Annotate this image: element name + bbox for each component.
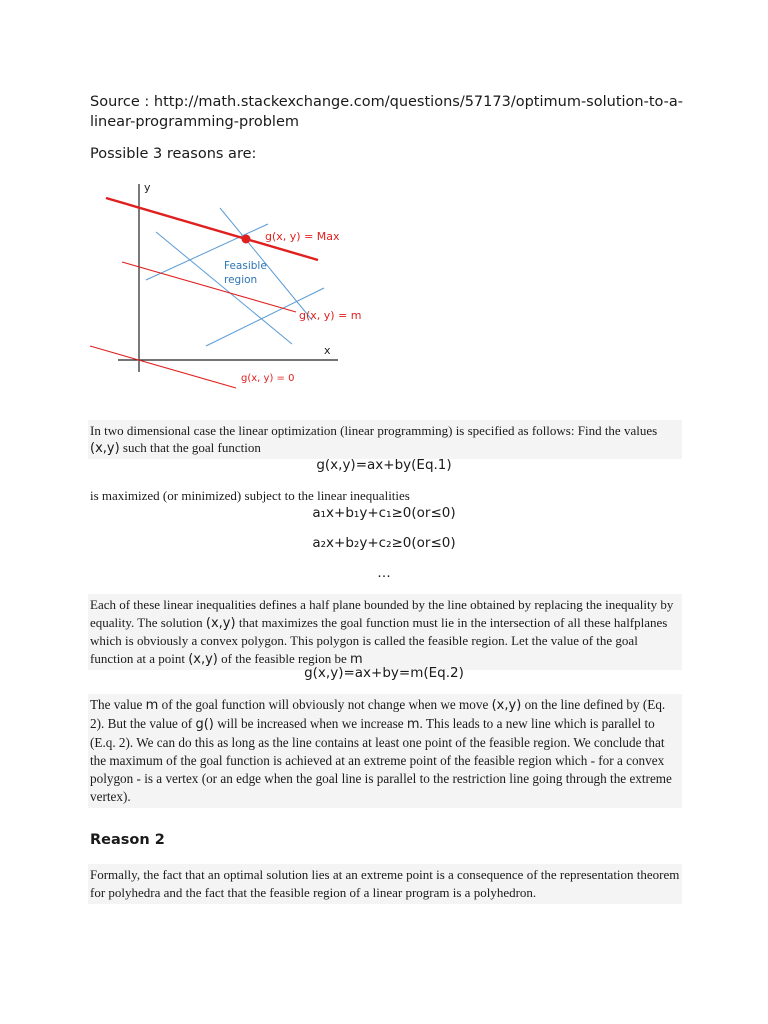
source-line-2: linear-programming-problem: [90, 114, 299, 130]
source-line-1: Source : http://math.stackexchange.com/questions/57173/optimum-solution-to-a-: [90, 94, 683, 110]
paragraph-definition: In two dimensional case the linear optimization (linear programming) is specified as follows: Find the values (x,y) such that the goal function: [88, 420, 682, 459]
goal-line-max: [106, 198, 318, 260]
paragraph-reason-2: Formally, the fact that an optimal solution lies at an extreme point is a consequence of the representation theorem for polyhedra and the fact that the feasible region of a linear program is a polyhedron.: [88, 864, 682, 904]
label-max: g(x, y) = Max: [265, 230, 340, 243]
paragraph-half-planes: Each of these linear inequalities defines a half plane bounded by the line obtained by replacing the inequality by equality. The solution (x,y) that maximizes the goal function must lie in the intersection of all these halfplanes which is obviously a convex polygon. This polygon is called the feasible region. Let the value of the goal function at a point (x,y) of the feasible region be m: [88, 594, 682, 670]
paragraph-subject-to: is maximized (or minimized) subject to the linear inequalities: [90, 488, 410, 503]
y-axis-label: y: [144, 181, 151, 194]
label-m: g(x, y) = m: [299, 309, 362, 322]
x-axis-label: x: [324, 344, 331, 357]
ellipsis: …: [377, 565, 391, 581]
constraint-line-3: [156, 232, 292, 344]
intro-text: Possible 3 reasons are:: [90, 146, 257, 162]
feasible-label-2: region: [224, 274, 258, 286]
equation-2: g(x,y)=ax+by=m(Eq.2): [304, 665, 464, 681]
label-zero: g(x, y) = 0: [241, 373, 295, 384]
feasible-label-1: Feasible: [224, 260, 267, 272]
lp-diagram: [86, 176, 386, 396]
goal-line-zero: [90, 346, 236, 388]
source-citation: [90, 92, 690, 132]
inequality-1: a₁x+b₁y+c₁≥0(or≤0): [312, 505, 456, 521]
equation-1: g(x,y)=ax+by(Eq.1): [316, 457, 452, 473]
heading-reason-2: Reason 2: [90, 832, 165, 848]
paragraph-maximum: The value m of the goal function will obviously not change when we move (x,y) on the line defined by (Eq. 2). But the value of g() will be increased when we increase m. This leads to a new line which is parallel to (E.q. 2). We can do this as long as the line contains at least one point of the feasible region. We conclude that the maximum of the goal function is achieved at an extreme point of the feasible region which - for a convex polygon - is a vertex (or an edge when the goal line is parallel to the restriction line going through the extreme vertex).: [88, 694, 682, 808]
optimum-point: [242, 235, 251, 244]
inequality-2: a₂x+b₂y+c₂≥0(or≤0): [312, 535, 456, 551]
